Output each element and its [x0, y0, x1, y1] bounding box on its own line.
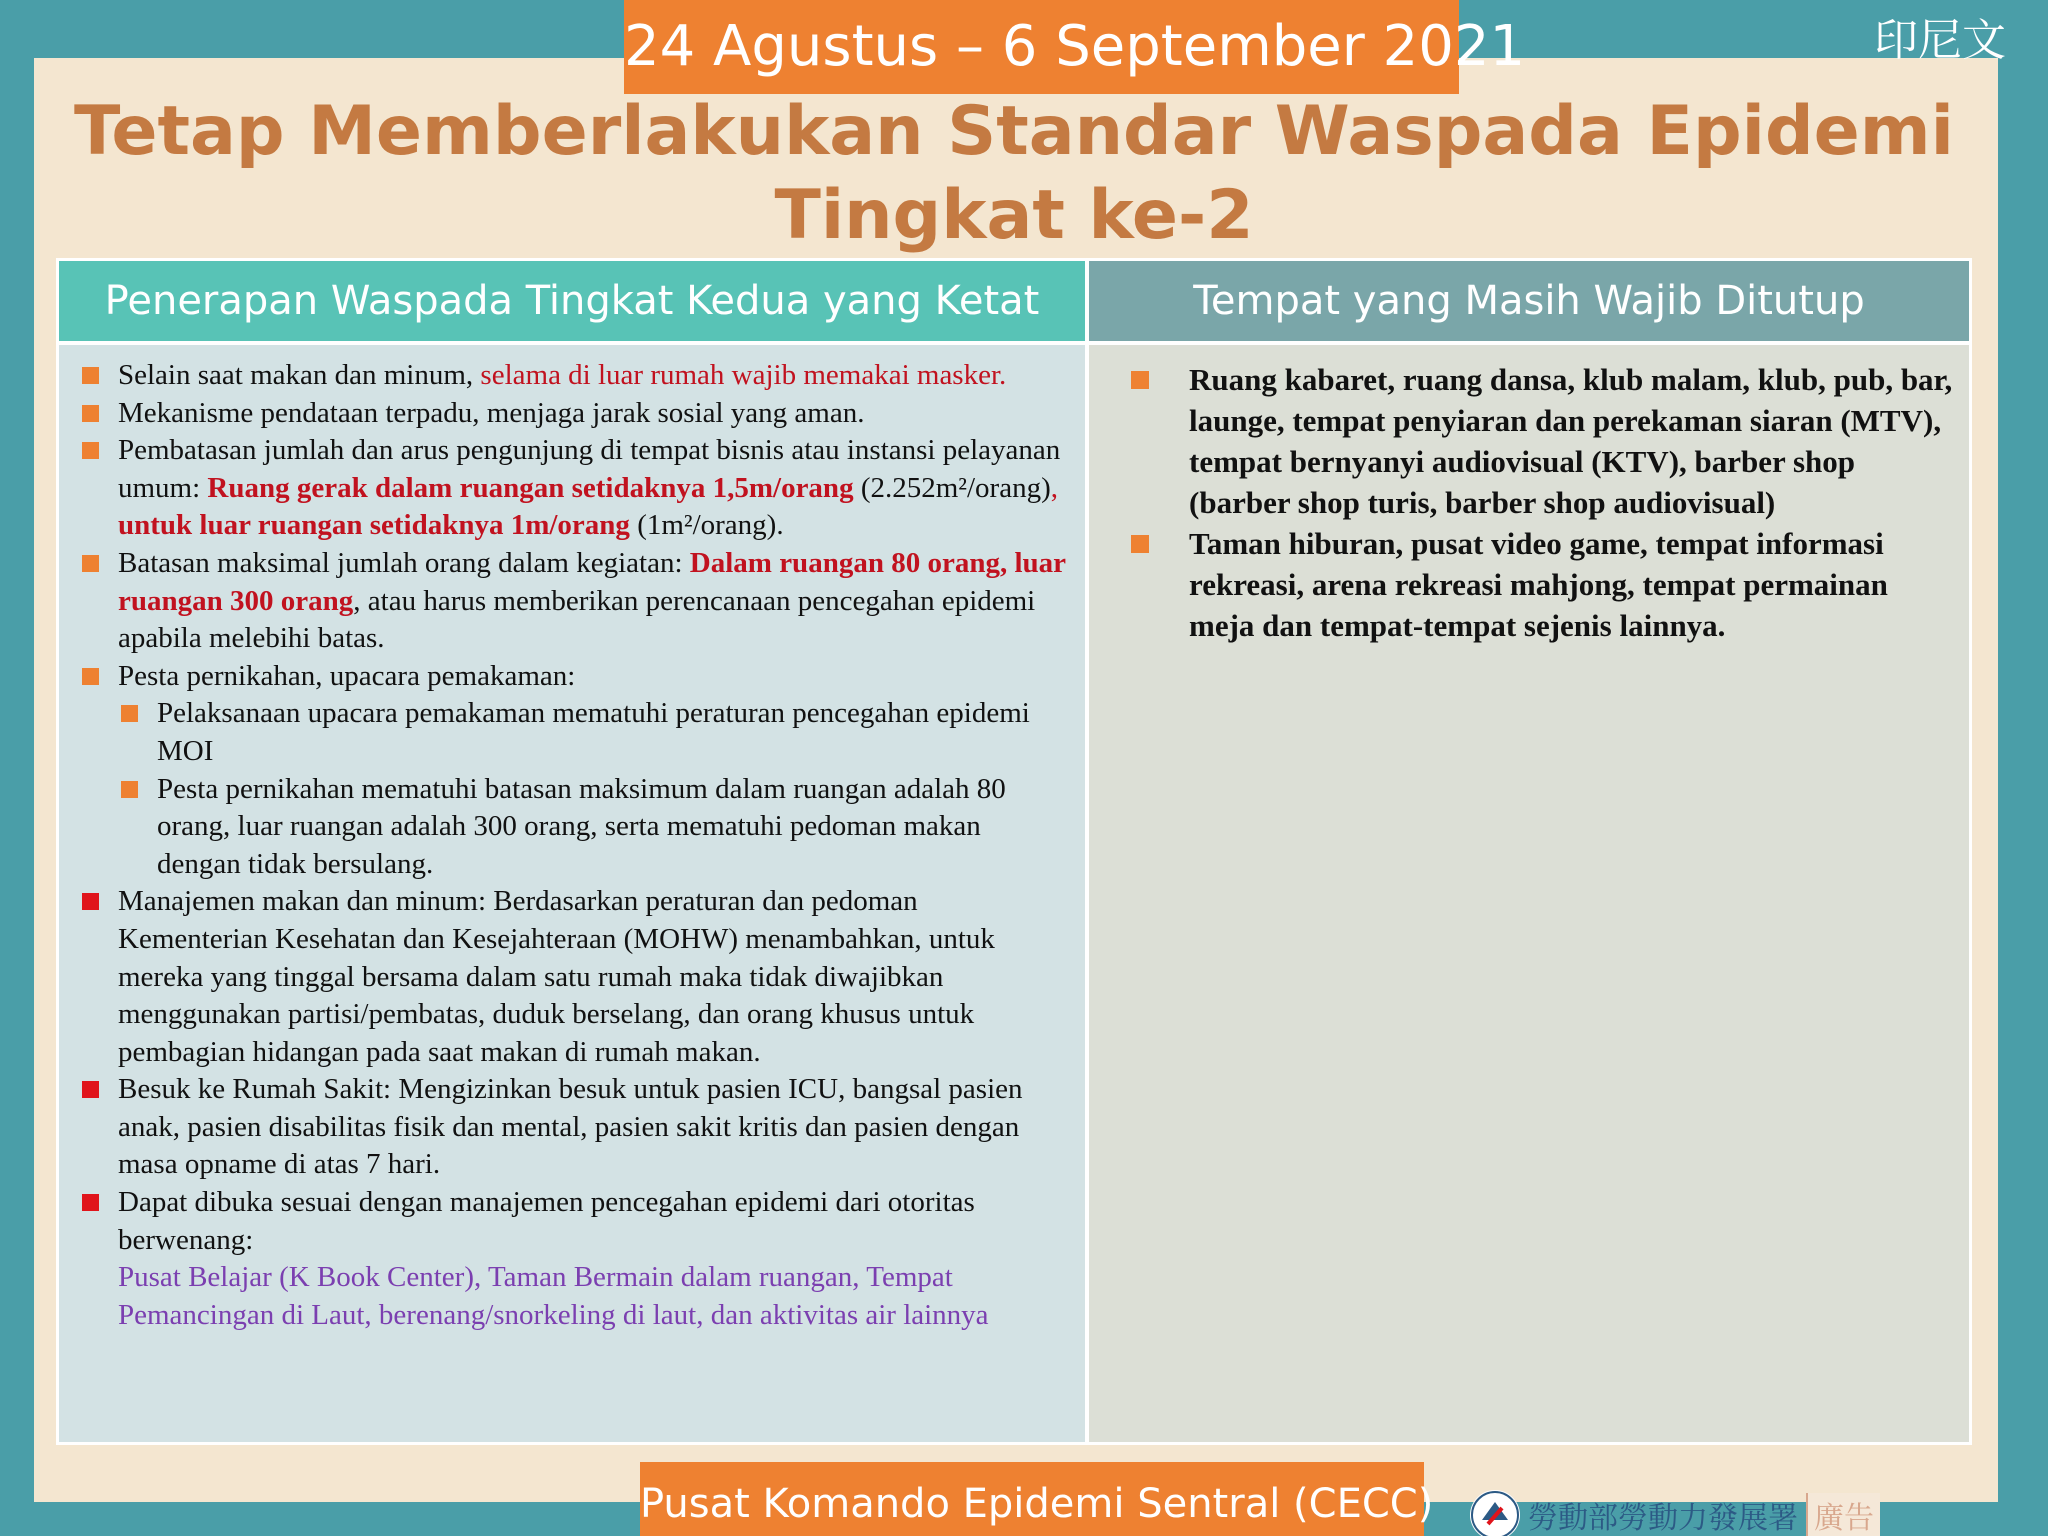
page-title [60, 90, 1968, 258]
orange-square-bullet-icon [82, 555, 99, 572]
red-square-bullet-icon [82, 1081, 99, 1098]
list-item: Mekanisme pendataan terpadu, menjaga jarak sosial yang aman. [79, 395, 1071, 433]
rules-table [56, 258, 1972, 1445]
list-item: Selain saat makan dan minum, selama di luar rumah wajib memakai masker. [79, 357, 1071, 395]
list-item: Besuk ke Rumah Sakit: Mengizinkan besuk untuk pasien ICU, bangsal pasien anak, pasien disabilitas fisik dan mental, pasien sakit kritis dan pasien dengan masa opname di atas 7 hari. [79, 1071, 1071, 1184]
red-square-bullet-icon [82, 893, 99, 910]
list-item: Taman hiburan, pusat video game, tempat informasi rekreasi, arena rekreasi mahjong, tempat permainan meja dan tempat-tempat sejenis lainnya. [1131, 523, 1959, 646]
agency-name: 勞動部勞動力發展署 [1528, 1501, 1798, 1536]
right-column-header: Tempat yang Masih Wajib Ditutup [1089, 261, 1969, 341]
list-item: Pembatasan jumlah dan arus pengunjung di tempat bisnis atau instansi pelayanan umum: Ruang gerak dalam ruangan setidaknya 1,5m/orang (2.252m²/orang), untuk luar ruangan setidaknya 1m/orang (1m²/orang). [79, 432, 1071, 545]
title-line-1: Tetap Memberlakukan Standar Waspada Epidemi [74, 92, 1954, 171]
footer-authority: Pusat Komando Epidemi Sentral (CECC) [640, 1462, 1424, 1536]
orange-square-bullet-icon [82, 367, 99, 384]
sub-list-item: Pesta pernikahan mematuhi batasan maksimum dalam ruangan adalah 80 orang, luar ruangan adalah 300 orang, serta mematuhi pedoman makan dengan tidak bersulang. [79, 771, 1071, 884]
orange-square-bullet-icon [82, 668, 99, 685]
red-square-bullet-icon [82, 1194, 99, 1211]
date-banner: 24 Agustus – 6 September 2021 [624, 0, 1459, 94]
orange-square-bullet-icon [121, 781, 138, 798]
orange-square-bullet-icon [82, 405, 99, 422]
left-column [59, 345, 1085, 1442]
list-item: Ruang kabaret, ruang dansa, klub malam, klub, pub, bar, launge, tempat penyiaran dan perekaman siaran (MTV), tempat bernyanyi audiovisual (KTV), barber shop (barber shop turis, barber shop audiovisual) [1131, 359, 1959, 523]
list-item: Manajemen makan dan minum: Berdasarkan peraturan dan pedoman Kementerian Kesehatan dan Kesejahteraan (MOHW) menambahkan, untuk mereka yang tinggal bersama dalam satu rumah maka tidak diwajibkan menggunakan partisi/pembatas, duduk berselang, dan orang khusus untuk pembagian hidangan pada saat makan di rumah makan. [79, 883, 1071, 1071]
orange-square-bullet-icon [121, 705, 138, 722]
list-item: Dapat dibuka sesuai dengan manajemen pencegahan epidemi dari otoritas berwenang: Pusat Belajar (K Book Center), Taman Bermain dalam ruangan, Tempat Pemancingan di Laut, berenang/snorkeling di laut, dan aktivitas air lainnya [79, 1184, 1071, 1334]
language-tag: 印尼文 [1874, 15, 2006, 66]
right-border-strip [1998, 0, 2048, 1536]
list-item: Pesta pernikahan, upacara pemakaman: [79, 658, 1071, 696]
ad-label: 廣告 [1806, 1493, 1880, 1536]
title-line-2: Tingkat ke-2 [774, 176, 1254, 255]
agency-logo-icon [1470, 1490, 1520, 1536]
right-column [1089, 345, 1969, 1442]
orange-square-bullet-icon [82, 442, 99, 459]
agency-logo-area [1470, 1494, 1998, 1536]
orange-square-bullet-icon [1131, 535, 1149, 553]
left-column-header: Penerapan Waspada Tingkat Kedua yang Ketat [59, 261, 1085, 341]
orange-square-bullet-icon [1131, 371, 1149, 389]
sub-list-item: Pelaksanaan upacara pemakaman mematuhi peraturan pencegahan epidemi MOI [79, 695, 1071, 770]
list-item: Batasan maksimal jumlah orang dalam kegiatan: Dalam ruangan 80 orang, luar ruangan 300 orang, atau harus memberikan perencanaan pencegahan epidemi apabila melebihi batas. [79, 545, 1071, 658]
reopened-venues: Pusat Belajar (K Book Center), Taman Bermain dalam ruangan, Tempat Pemancingan di Laut, berenang/snorkeling di laut, dan aktivitas air lainnya [118, 1261, 989, 1331]
